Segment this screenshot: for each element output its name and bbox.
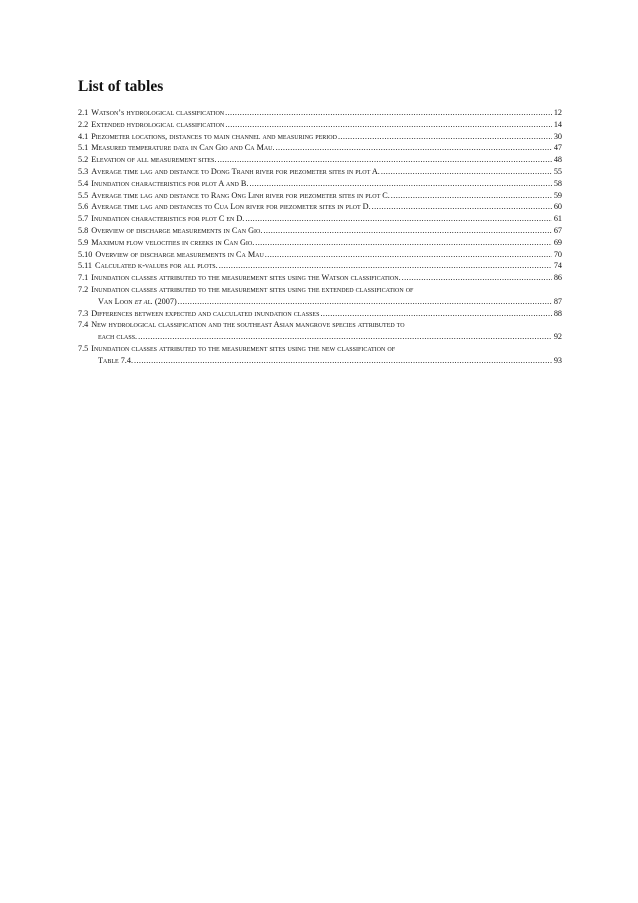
table-caption: Calculated k-values for all plots. bbox=[95, 261, 218, 271]
table-number: 5.6 bbox=[78, 202, 89, 212]
toc-entry[interactable] bbox=[78, 131, 562, 143]
dot-leader bbox=[265, 249, 552, 261]
table-caption-continued: Table 7.4. bbox=[98, 355, 133, 365]
toc-entry[interactable] bbox=[78, 343, 562, 367]
table-caption-continued: each class. bbox=[98, 332, 138, 342]
dot-leader bbox=[245, 213, 551, 225]
dot-leader bbox=[320, 308, 551, 320]
table-caption-continued: Van Loon et al. (2007) bbox=[98, 296, 177, 306]
toc-entry[interactable] bbox=[78, 319, 562, 343]
table-number: 7.4 bbox=[78, 320, 89, 330]
table-number: 2.2 bbox=[78, 119, 89, 129]
toc-entry[interactable] bbox=[78, 190, 562, 202]
page-number: 69 bbox=[553, 237, 562, 247]
toc-entry[interactable] bbox=[78, 107, 562, 119]
dot-leader bbox=[249, 178, 551, 190]
table-caption: Inundation classes attributed to the measurement sites using the Watson classification. bbox=[91, 273, 401, 283]
toc-entry[interactable] bbox=[78, 166, 562, 178]
table-caption: Overview of discharge measurements in Can Gio. bbox=[91, 225, 263, 235]
table-caption: Extended hydrological classification bbox=[91, 119, 225, 129]
page-number: 55 bbox=[553, 166, 562, 176]
toc-entry[interactable] bbox=[78, 284, 562, 308]
table-caption: Inundation characteristics for plot A and B. bbox=[91, 178, 249, 188]
table-caption: Maximum flow velocities in creeks in Can Gio. bbox=[91, 237, 255, 247]
table-number: 4.1 bbox=[78, 131, 89, 141]
table-caption: Measured temperature data in Can Gio and Ca Mau. bbox=[91, 143, 275, 153]
toc-entry[interactable] bbox=[78, 260, 562, 272]
table-number: 5.4 bbox=[78, 178, 89, 188]
page-number: 86 bbox=[553, 273, 562, 283]
toc-entry[interactable] bbox=[78, 142, 562, 154]
page-number: 67 bbox=[553, 225, 562, 235]
table-number: 5.9 bbox=[78, 237, 89, 247]
table-caption: Piezometer locations, distances to main channel and measuring period bbox=[91, 131, 337, 141]
dot-leader bbox=[225, 107, 552, 119]
table-caption: Differences between expected and calculated inundation classes bbox=[91, 308, 320, 318]
toc-entry[interactable] bbox=[78, 237, 562, 249]
page-number: 47 bbox=[553, 143, 562, 153]
dot-leader bbox=[225, 119, 551, 131]
table-number: 5.11 bbox=[78, 261, 93, 271]
page-title: List of tables bbox=[78, 78, 164, 95]
page-number: 48 bbox=[553, 155, 562, 165]
table-caption: Inundation classes attributed to the measurement sites using the extended classification of bbox=[91, 284, 414, 294]
toc-entry[interactable] bbox=[78, 308, 562, 320]
toc-entry[interactable] bbox=[78, 201, 562, 213]
page-number: 74 bbox=[553, 261, 562, 271]
table-number: 5.8 bbox=[78, 225, 89, 235]
table-number: 7.5 bbox=[78, 343, 89, 353]
list-of-tables bbox=[78, 107, 562, 367]
table-number: 7.1 bbox=[78, 273, 89, 283]
table-number: 5.7 bbox=[78, 214, 89, 224]
table-caption: Average time lag and distance to Dong Tranh river for piezometer sites in plot A. bbox=[91, 166, 380, 176]
table-number: 5.1 bbox=[78, 143, 89, 153]
table-caption: Watson’s hydrological classification bbox=[91, 108, 225, 117]
page-number: 61 bbox=[553, 214, 562, 224]
toc-entry[interactable] bbox=[78, 154, 562, 166]
table-number: 5.3 bbox=[78, 166, 89, 176]
table-caption: Inundation classes attributed to the measurement sites using the new classification of bbox=[91, 343, 396, 353]
page-number: 60 bbox=[553, 202, 562, 212]
table-number: 5.2 bbox=[78, 155, 89, 165]
dot-leader bbox=[372, 201, 552, 213]
dot-leader bbox=[338, 131, 552, 143]
dot-leader bbox=[134, 355, 552, 367]
dot-leader bbox=[178, 296, 552, 308]
table-number: 2.1 bbox=[78, 108, 89, 117]
table-caption: Inundation characteristics for plot C en D. bbox=[91, 214, 245, 224]
toc-entry[interactable] bbox=[78, 249, 562, 261]
dot-leader bbox=[381, 166, 552, 178]
toc-entry[interactable] bbox=[78, 225, 562, 237]
dot-leader bbox=[263, 225, 551, 237]
dot-leader bbox=[276, 142, 552, 154]
table-caption: Overview of discharge measurements in Ca Mau bbox=[95, 249, 264, 259]
toc-entry[interactable] bbox=[78, 272, 562, 284]
page-number: 92 bbox=[553, 332, 562, 342]
table-caption: Elevation of all measurement sites. bbox=[91, 155, 217, 165]
dot-leader bbox=[138, 331, 552, 343]
page-number: 87 bbox=[553, 296, 562, 306]
table-caption: New hydrological classification and the southeast Asian mangrove species attributed to bbox=[91, 320, 405, 330]
dot-leader bbox=[217, 154, 551, 166]
dot-leader bbox=[391, 190, 552, 202]
table-number: 7.2 bbox=[78, 284, 89, 294]
dot-leader bbox=[219, 260, 552, 272]
dot-leader bbox=[255, 237, 552, 249]
page-number: 14 bbox=[553, 119, 562, 129]
toc-entry[interactable] bbox=[78, 119, 562, 131]
table-number: 5.5 bbox=[78, 190, 89, 200]
page-number: 70 bbox=[553, 249, 562, 259]
page-number: 58 bbox=[553, 178, 562, 188]
table-caption: Average time lag and distance to Rang Ong Linh river for piezometer sites in plot C. bbox=[91, 190, 390, 200]
toc-entry[interactable] bbox=[78, 213, 562, 225]
table-number: 7.3 bbox=[78, 308, 89, 318]
page-number: 88 bbox=[553, 308, 562, 318]
table-number: 5.10 bbox=[78, 249, 93, 259]
page-number: 12 bbox=[553, 108, 562, 117]
page-number: 30 bbox=[553, 131, 562, 141]
dot-leader bbox=[402, 272, 552, 284]
page-number: 59 bbox=[553, 190, 562, 200]
page-number: 93 bbox=[553, 355, 562, 365]
table-caption: Average time lag and distances to Cua Lon river for piezometer sites in plot D. bbox=[91, 202, 371, 212]
toc-entry[interactable] bbox=[78, 178, 562, 190]
